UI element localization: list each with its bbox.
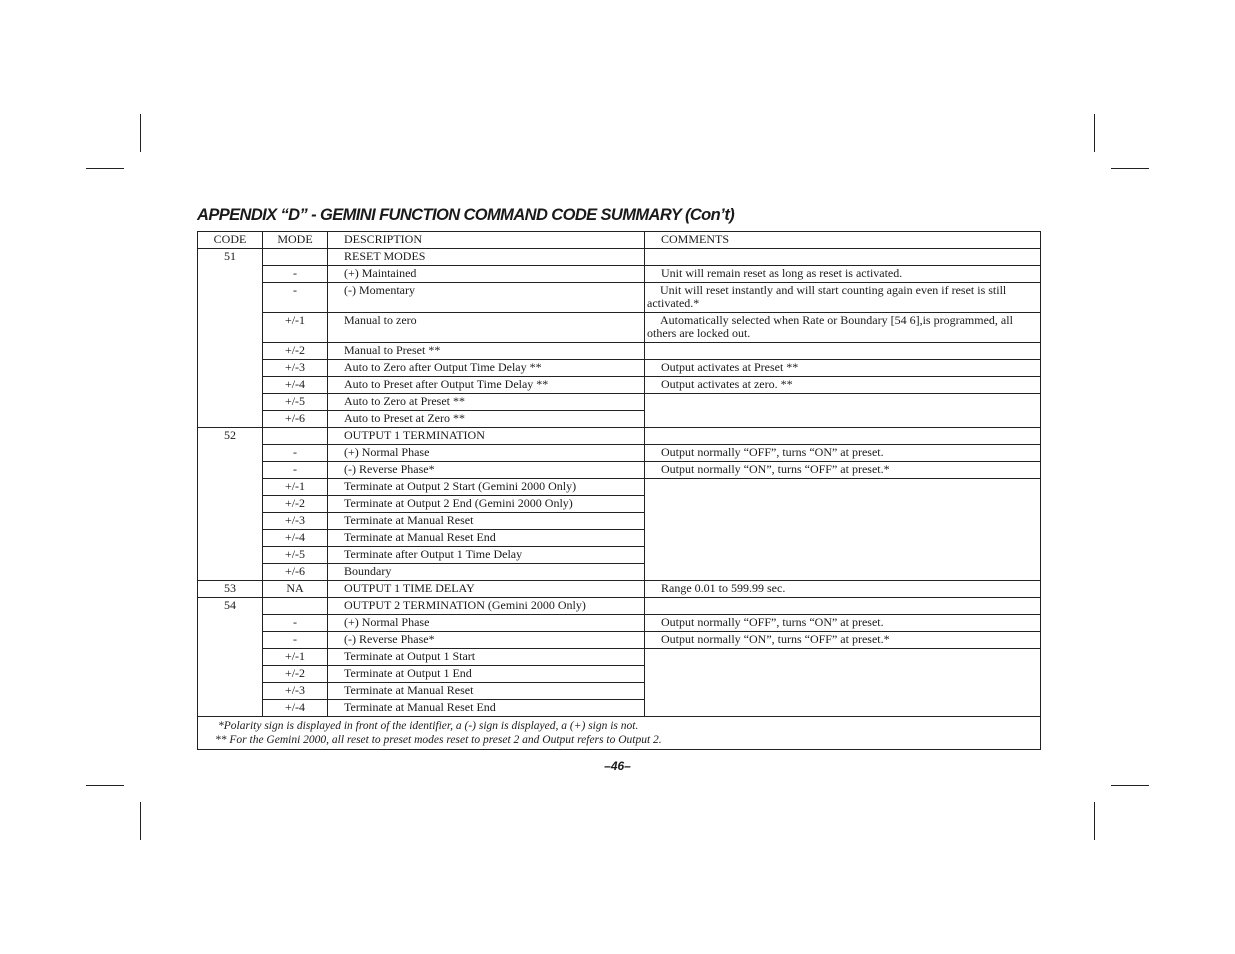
code-cell: 54 <box>198 598 263 717</box>
mode-cell: +/-1 <box>263 313 328 343</box>
description-cell: Terminate at Output 1 Start <box>328 649 645 666</box>
footnotes-row <box>198 717 1041 750</box>
mode-cell: - <box>263 266 328 283</box>
page-title: APPENDIX “D” - GEMINI FUNCTION COMMAND CODE SUMMARY (Con’t) <box>197 206 735 224</box>
footnotes-cell <box>198 717 1041 750</box>
comment-cell <box>645 249 1041 266</box>
comment-cell: Output normally “ON”, turns “OFF” at preset.* <box>645 462 1041 479</box>
description-cell: OUTPUT 2 TERMINATION (Gemini 2000 Only) <box>328 598 645 615</box>
description-cell: (+) Normal Phase <box>328 615 645 632</box>
crop-mark <box>140 802 141 840</box>
crop-mark <box>86 785 124 786</box>
table-row <box>198 649 1041 666</box>
crop-mark <box>86 168 124 169</box>
table-row <box>198 581 1041 598</box>
mode-cell: +/-2 <box>263 343 328 360</box>
mode-cell <box>263 249 328 266</box>
description-cell: (+) Normal Phase <box>328 445 645 462</box>
code-cell: 51 <box>198 249 263 428</box>
mode-cell: +/-5 <box>263 547 328 564</box>
table-row <box>198 283 1041 313</box>
comment-cell <box>645 428 1041 445</box>
mode-cell: NA <box>263 581 328 598</box>
crop-mark <box>140 114 141 152</box>
mode-cell: - <box>263 632 328 649</box>
mode-cell: +/-2 <box>263 496 328 513</box>
table-row <box>198 598 1041 615</box>
mode-cell: +/-4 <box>263 530 328 547</box>
mode-cell: +/-3 <box>263 683 328 700</box>
comment-cell <box>645 394 1041 428</box>
page-number: –46– <box>604 759 631 773</box>
comment-cell: Unit will reset instantly and will start counting again even if reset is still activated.* <box>645 283 1041 313</box>
code-cell: 52 <box>198 428 263 581</box>
description-cell: Auto to Preset at Zero ** <box>328 411 645 428</box>
footnote-polarity: *Polarity sign is displayed in front of the identifier, a (-) sign is displayed, a (+) sign is not. <box>218 720 639 732</box>
mode-cell: +/-3 <box>263 360 328 377</box>
description-cell: Boundary <box>328 564 645 581</box>
table-row <box>198 479 1041 496</box>
comment-cell: Unit will remain reset as long as reset is activated. <box>645 266 1041 283</box>
description-cell: Terminate after Output 1 Time Delay <box>328 547 645 564</box>
mode-cell <box>263 428 328 445</box>
table-row <box>198 343 1041 360</box>
header-comments: COMMENTS <box>645 232 1041 249</box>
description-cell: Terminate at Output 2 Start (Gemini 2000 Only) <box>328 479 645 496</box>
comment-cell <box>645 479 1041 581</box>
comment-cell: Automatically selected when Rate or Boundary [54 6],is programmed, all others are locked out. <box>645 313 1041 343</box>
mode-cell: +/-4 <box>263 700 328 717</box>
description-cell: Terminate at Manual Reset End <box>328 700 645 717</box>
description-cell: Auto to Zero after Output Time Delay ** <box>328 360 645 377</box>
table-row <box>198 632 1041 649</box>
comment-cell: Output normally “OFF”, turns “ON” at preset. <box>645 445 1041 462</box>
table-header-row <box>198 232 1041 249</box>
description-cell: OUTPUT 1 TIME DELAY <box>328 581 645 598</box>
description-cell: (-) Momentary <box>328 283 645 313</box>
crop-mark <box>1094 802 1095 840</box>
mode-cell: +/-1 <box>263 479 328 496</box>
description-cell: Manual to zero <box>328 313 645 343</box>
code-cell: 53 <box>198 581 263 598</box>
mode-cell: +/-5 <box>263 394 328 411</box>
mode-cell: +/-3 <box>263 513 328 530</box>
comment-cell: Output activates at Preset ** <box>645 360 1041 377</box>
comment-cell <box>645 343 1041 360</box>
mode-cell: - <box>263 462 328 479</box>
crop-mark <box>1094 114 1095 152</box>
table-row <box>198 266 1041 283</box>
crop-mark <box>1111 168 1149 169</box>
description-cell: RESET MODES <box>328 249 645 266</box>
description-cell: (-) Reverse Phase* <box>328 632 645 649</box>
header-description: DESCRIPTION <box>328 232 645 249</box>
description-cell: Terminate at Output 1 End <box>328 666 645 683</box>
description-cell: Terminate at Manual Reset <box>328 683 645 700</box>
command-code-table <box>197 231 1041 750</box>
description-cell: Terminate at Output 2 End (Gemini 2000 Only) <box>328 496 645 513</box>
description-cell: OUTPUT 1 TERMINATION <box>328 428 645 445</box>
comment-cell: Output normally “ON”, turns “OFF” at preset.* <box>645 632 1041 649</box>
table-row <box>198 377 1041 394</box>
comment-cell <box>645 649 1041 717</box>
description-cell: Terminate at Manual Reset End <box>328 530 645 547</box>
mode-cell: - <box>263 445 328 462</box>
table-row <box>198 249 1041 266</box>
table-row <box>198 394 1041 411</box>
table-row <box>198 428 1041 445</box>
comment-cell: Range 0.01 to 599.99 sec. <box>645 581 1041 598</box>
crop-mark <box>1111 785 1149 786</box>
mode-cell: - <box>263 283 328 313</box>
description-cell: (+) Maintained <box>328 266 645 283</box>
table-row <box>198 462 1041 479</box>
description-cell: Auto to Zero at Preset ** <box>328 394 645 411</box>
mode-cell: +/-6 <box>263 411 328 428</box>
mode-cell: +/-1 <box>263 649 328 666</box>
description-cell: Manual to Preset ** <box>328 343 645 360</box>
mode-cell: +/-2 <box>263 666 328 683</box>
mode-cell: - <box>263 615 328 632</box>
mode-cell: +/-4 <box>263 377 328 394</box>
table-row <box>198 360 1041 377</box>
table-row <box>198 313 1041 343</box>
header-code: CODE <box>198 232 263 249</box>
header-mode: MODE <box>263 232 328 249</box>
footnote-gemini-2000: ** For the Gemini 2000, all reset to preset modes reset to preset 2 and Output refers to Output 2. <box>215 734 662 746</box>
mode-cell <box>263 598 328 615</box>
description-cell: (-) Reverse Phase* <box>328 462 645 479</box>
table-row <box>198 445 1041 462</box>
comment-cell: Output activates at zero. ** <box>645 377 1041 394</box>
mode-cell: +/-6 <box>263 564 328 581</box>
description-cell: Terminate at Manual Reset <box>328 513 645 530</box>
description-cell: Auto to Preset after Output Time Delay ** <box>328 377 645 394</box>
comment-cell: Output normally “OFF”, turns “ON” at preset. <box>645 615 1041 632</box>
table-row <box>198 615 1041 632</box>
comment-cell <box>645 598 1041 615</box>
